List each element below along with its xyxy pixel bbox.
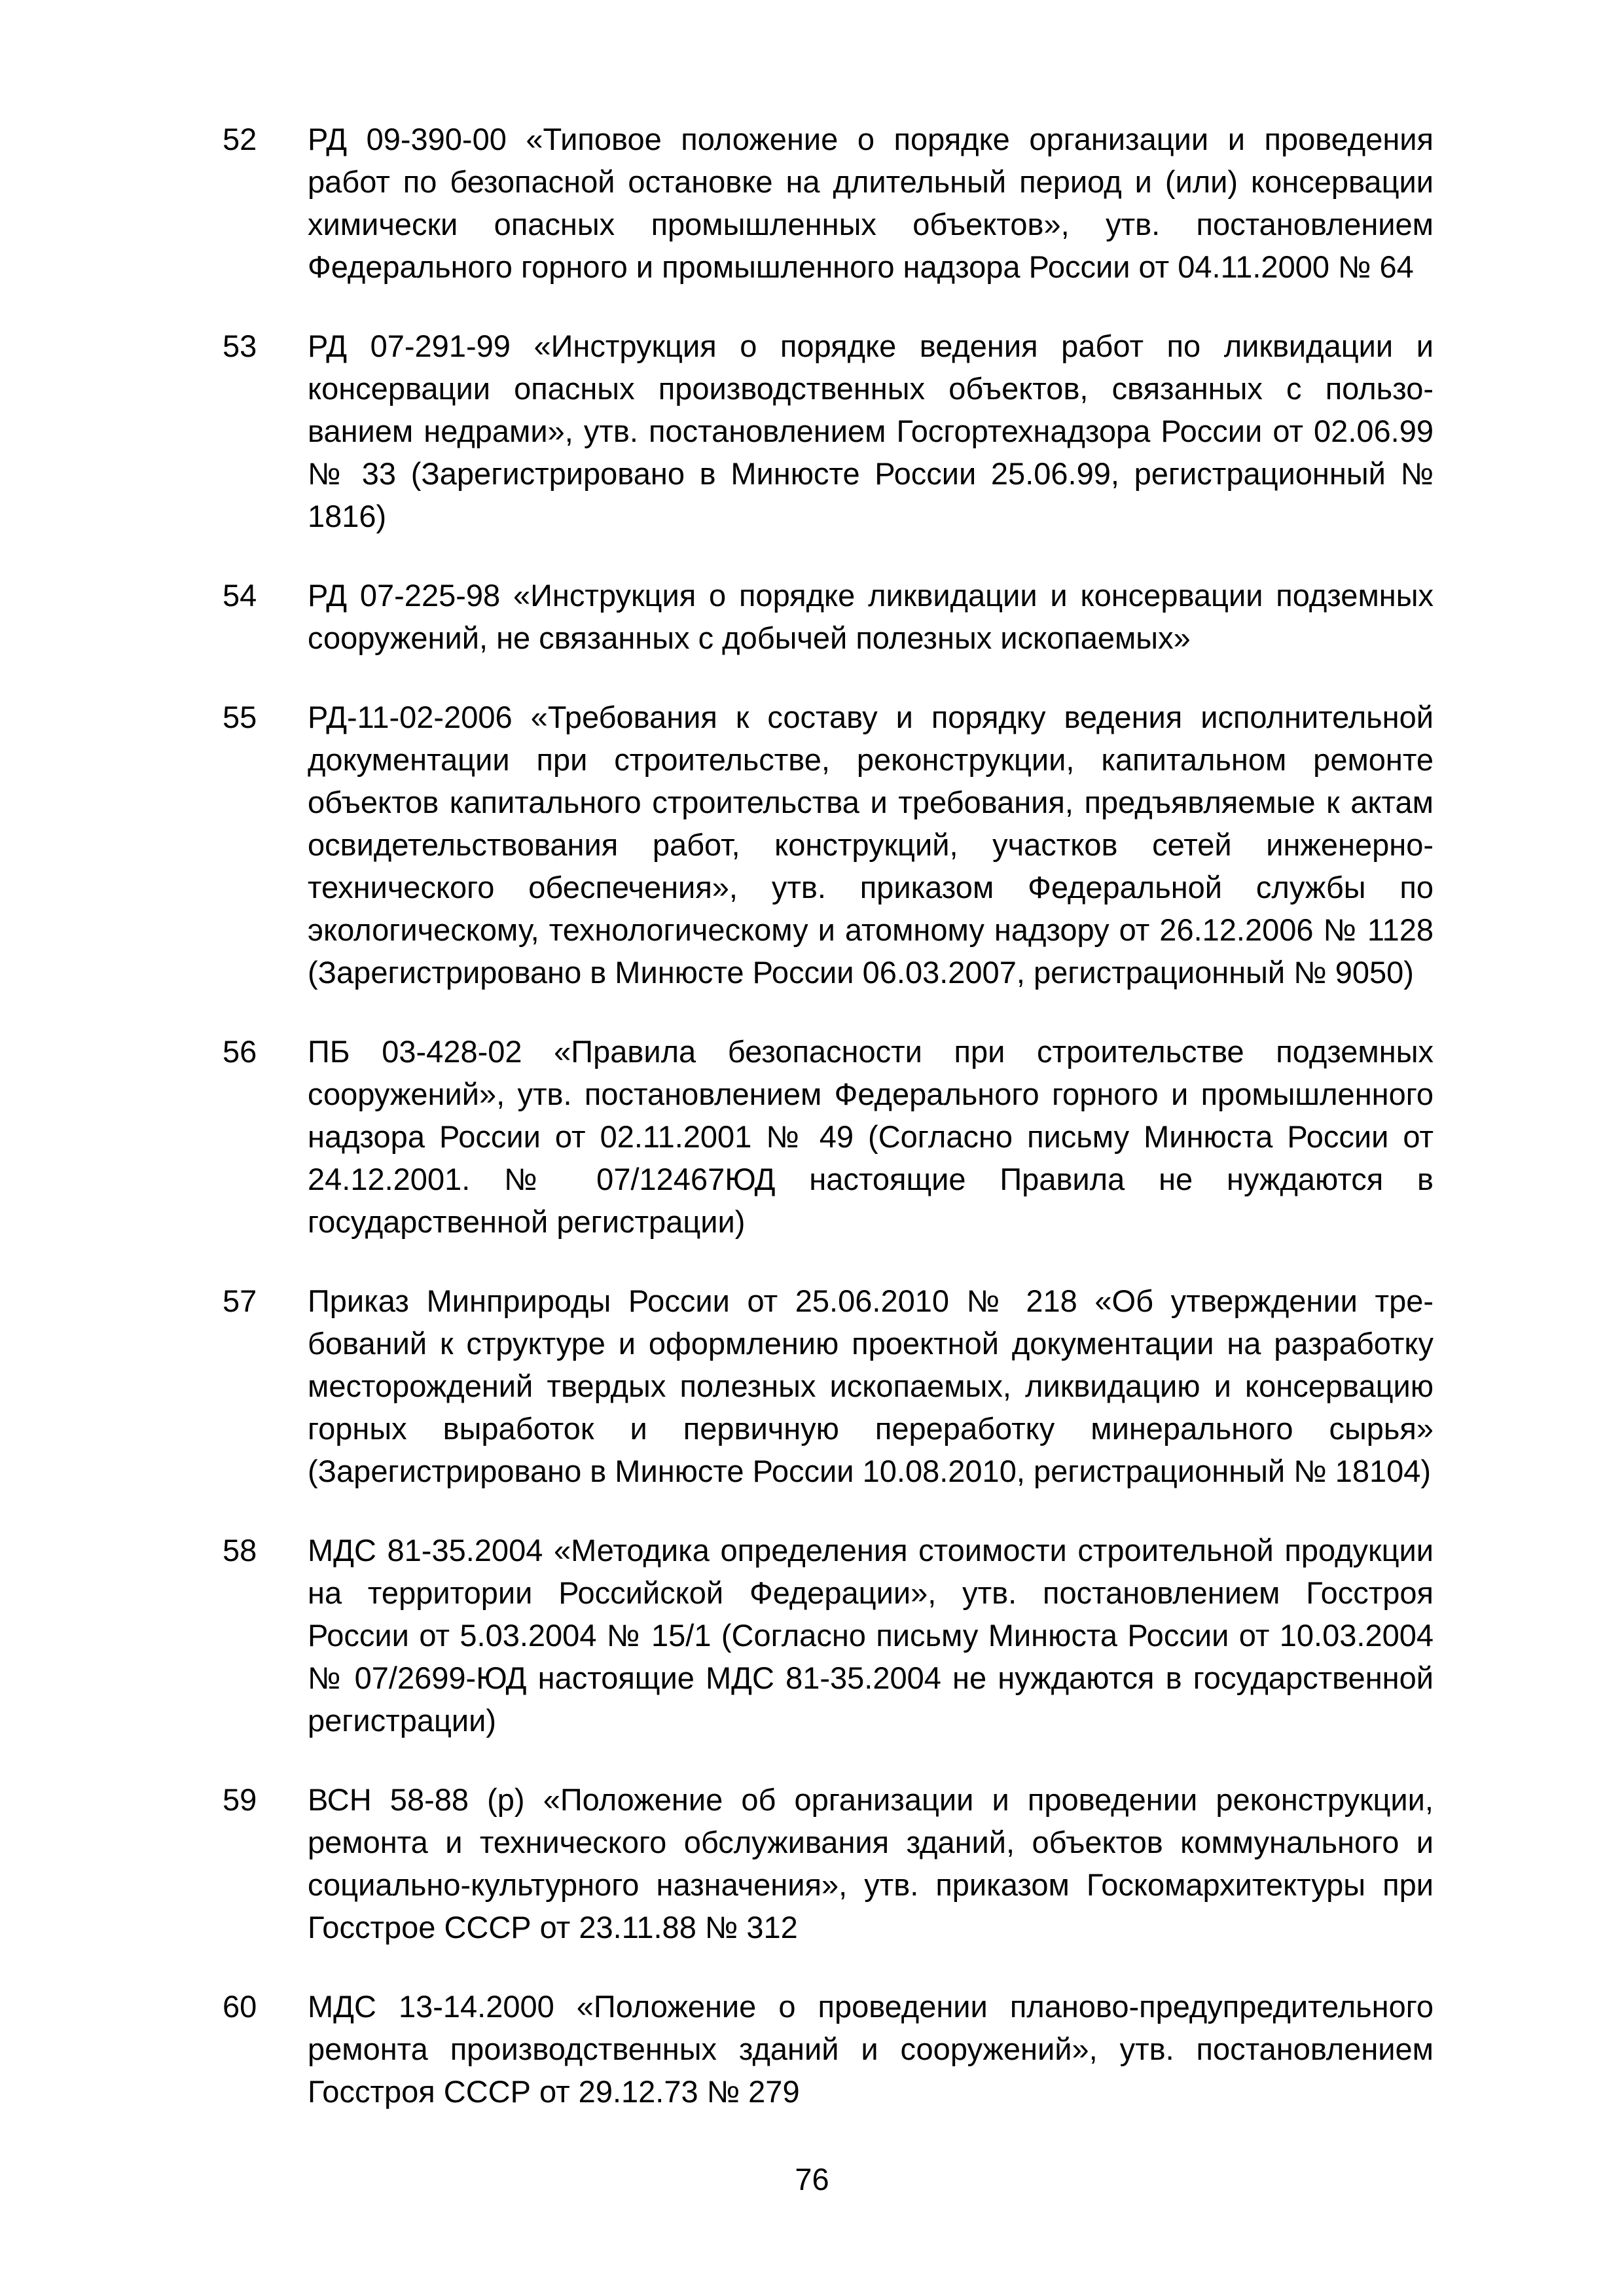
- item-number: 58: [223, 1533, 257, 1568]
- item-number: 52: [223, 122, 257, 156]
- item-number: 54: [223, 578, 257, 613]
- list-item: [223, 325, 1434, 537]
- item-text: ПБ 03-428-02 «Правила безопасности при строительстве подземных сооружений», утв. постановлением Федерального горного и промышленного надзора России от 02.11.2001 № 49 (Согласно письму Минюста России от 24.12.2001. № 07/12467ЮД настоящие Правила не нуждаются в государственной регистрации): [308, 1034, 1434, 1239]
- reference-list: [223, 118, 1434, 2149]
- item-text: Приказ Минприроды России от 25.06.2010 № 218 «Об утверждении требований к структуре и оформлению проектной документации на разработку месторождений твердых полезных ископаемых, ликвидацию и консервацию горных выработок и первичную переработку минерального сырья» (Зарегистрировано в Минюсте России 10.08.2010, регистрационный № 18104): [308, 1283, 1434, 1488]
- item-text: МДС 13-14.2000 «Положение о проведении планово-предупредительного ремонта производственных зданий и сооружений», утв. постановлением Госстроя СССР от 29.12.73 № 279: [308, 1989, 1434, 2109]
- list-item: [223, 696, 1434, 994]
- list-item: [223, 1030, 1434, 1243]
- item-text: РД 07-225-98 «Инструкция о порядке ликвидации и консервации подземных сооружений, не связанных с добычей полезных ископаемых»: [308, 578, 1434, 655]
- list-item: [223, 1985, 1434, 2113]
- list-item: [223, 1529, 1434, 1742]
- item-text: ВСН 58-88 (р) «Положение об организации и проведении реконструкции, ремонта и технического обслуживания зданий, объектов коммунального и социально-культурного назначения», утв. приказом Госкомархитектуры при Госстрое СССР от 23.11.88 № 312: [308, 1782, 1434, 1945]
- list-item: [223, 574, 1434, 659]
- item-text: РД-11-02-2006 «Требования к составу и порядку ведения исполнительной документации при строительстве, реконструкции, капитальном ремонте объектов капитального строительства и требования, предъявляемые к актам освидетельствования работ, конструкций, участков сетей инженерно-технического обеспечения», утв. приказом Федеральной службы по экологическому, технологическому и атомному надзору от 26.12.2006 № 1128 (Зарегистрировано в Минюсте России 06.03.2007, регистрационный № 9050): [308, 700, 1434, 990]
- list-item: [223, 118, 1434, 288]
- item-text: МДС 81-35.2004 «Методика определения стоимости строительной продукции на территории Российской Федерации», утв. постановлением Госстроя России от 5.03.2004 № 15/1 (Согласно письму Минюста России от 10.03.2004 № 07/2699-ЮД настоящие МДС 81-35.2004 не нуждаются в государственной регистрации): [308, 1533, 1434, 1738]
- item-number: 60: [223, 1989, 257, 2024]
- item-number: 56: [223, 1034, 257, 1069]
- item-number: 53: [223, 329, 257, 363]
- item-number: 59: [223, 1782, 257, 1817]
- page-number: 76: [795, 2162, 829, 2197]
- list-item: [223, 1280, 1434, 1492]
- list-item: [223, 1778, 1434, 1948]
- item-number: 55: [223, 700, 257, 734]
- item-number: 57: [223, 1283, 257, 1318]
- item-text: РД 09-390-00 «Типовое положение о порядке организации и проведения работ по безопасной остановке на длительный период и (или) консервации химически опасных промышленных объектов», утв. постановлением Федерального горного и промышленного надзора России от 04.11.2000 № 64: [308, 122, 1434, 284]
- item-text: РД 07-291-99 «Инструкция о порядке ведения работ по ликвидации и консервации опасных производственных объектов, связанных с пользованием недрами», утв. постановлением Госгортехнадзора России от 02.06.99 № 33 (Зарегистрировано в Минюсте России 25.06.99, регистрационный № 1816): [308, 329, 1434, 533]
